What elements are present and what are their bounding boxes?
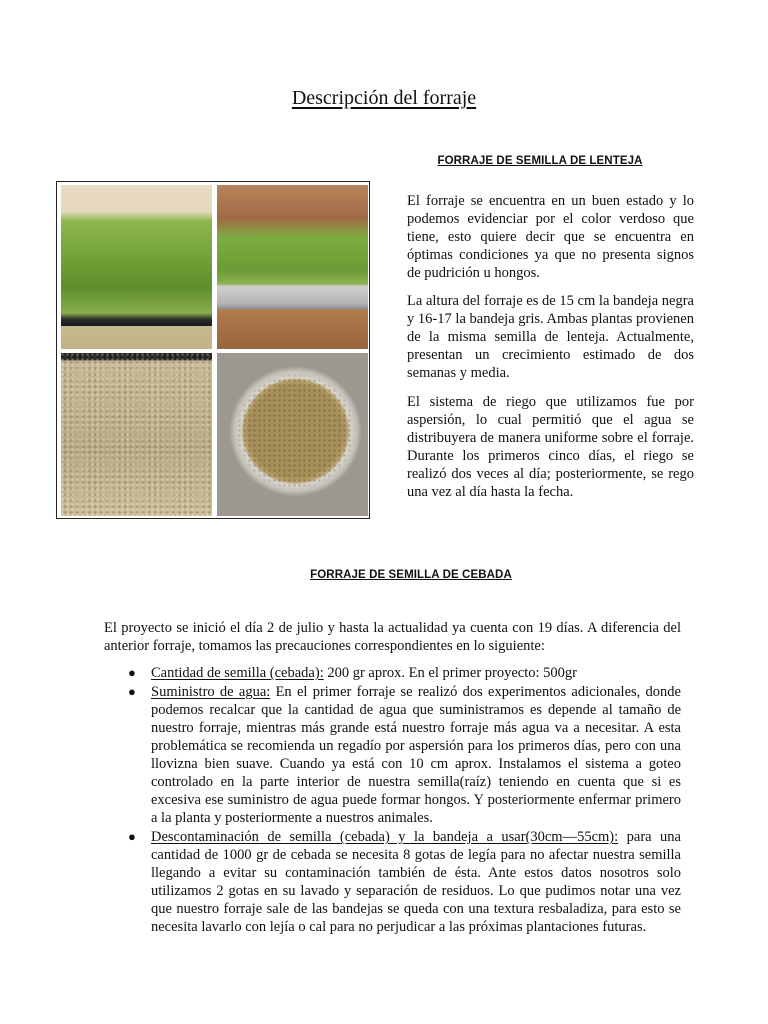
list-item-label: Suministro de agua: [151, 684, 271, 700]
lentil-forage-heading: FORRAJE DE SEMILLA DE LENTEJA [437, 155, 643, 167]
barley-seeds-bowl-photo [217, 353, 368, 516]
bullet-icon: ● [128, 665, 136, 680]
lentil-paragraph-height: La altura del forraje es de 15 cm la bandeja negra y 16-17 la bandeja gris. Ambas plantas provienen de la misma semilla de lenteja. Actualmente, presentan un crecimiento estimado de dos semanas y media. [407, 293, 694, 381]
list-item-label: Cantidad de semilla (cebada): [151, 665, 324, 681]
bullet-icon: ● [128, 829, 136, 844]
barley-seeds-tray-photo [61, 353, 212, 516]
forage-photo-grid [56, 181, 370, 519]
document-title: Descripción del forraje [291, 87, 477, 109]
lentil-sprouts-black-tray-photo [61, 185, 212, 349]
barley-intro-paragraph: El proyecto se inició el día 2 de julio y hasta la actualidad ya cuenta con 19 días. A diferencia del anterior forraje, tomamos las precauciones correspondientes en lo siguiente: [104, 620, 681, 654]
list-item-text: 200 gr aprox. En el primer proyecto: 500gr [323, 665, 577, 681]
list-item-seed-quantity [104, 664, 681, 682]
lentil-paragraph-irrigation: El sistema de riego que utilizamos fue por aspersión, lo cual permitió que el agua se distribuyera de manera uniforme sobre el forraje. Durante los primeros cinco días, el riego se realizó dos veces al día; posteriormente, se rego una vez al día hasta la fecha. [407, 394, 694, 500]
lentil-sprouts-gray-bowl-photo [217, 185, 368, 349]
bullet-icon: ● [128, 684, 136, 699]
barley-forage-heading: FORRAJE DE SEMILLA DE CEBADA [310, 569, 512, 581]
list-item-text: para una cantidad de 1000 gr de cebada se necesita 8 gotas de legía para no afectar nuestra semilla llegando a evitar su contaminación también de ésta. Ante estos datos nosotros solo utilizamos 2 gotas en su lavado y separación de residuos. Lo que pudimos notar una vez que nuestro forraje sale de las bandejas se queda con una textura resbaladiza, para esto se necesita lavarlo con lejía o cal para no perjudicar a las próximas plantaciones futuras. [151, 829, 681, 935]
barley-precautions-list [104, 664, 681, 937]
list-item-text: En el primer forraje se realizó dos experimentos adicionales, donde podemos recalcar que la cantidad de agua que suministramos es depende al tamaño de nuestro forraje, mientras más grande está nuestro forraje más agua va a necesitar. A esta problemática se recomienda un regadío por aspersión para los primeros días, pero con una llovizna bien suave. Cuando ya está con 10 cm aprox. Instalamos el sistema a goteo controlado en la parte interior de nuestra semilla(raíz) teniendo en cuenta que si es excesiva ese suministro de agua puede formar hongos. Y posteriormente enfermar primero a la planta y posteriormente a nuestros animales. [151, 684, 681, 826]
list-item-label: Descontaminación de semilla (cebada) y la bandeja a usar(30cm—55cm): [151, 829, 619, 845]
list-item-water-supply [104, 683, 681, 827]
lentil-paragraph-condition: El forraje se encuentra en un buen estado y lo podemos evidenciar por el color verdoso que tiene, esto quiere decir que se encuentra en óptimas condiciones ya que no presenta signos de pudrición u hongos. [407, 193, 694, 281]
list-item-decontamination [104, 828, 681, 936]
